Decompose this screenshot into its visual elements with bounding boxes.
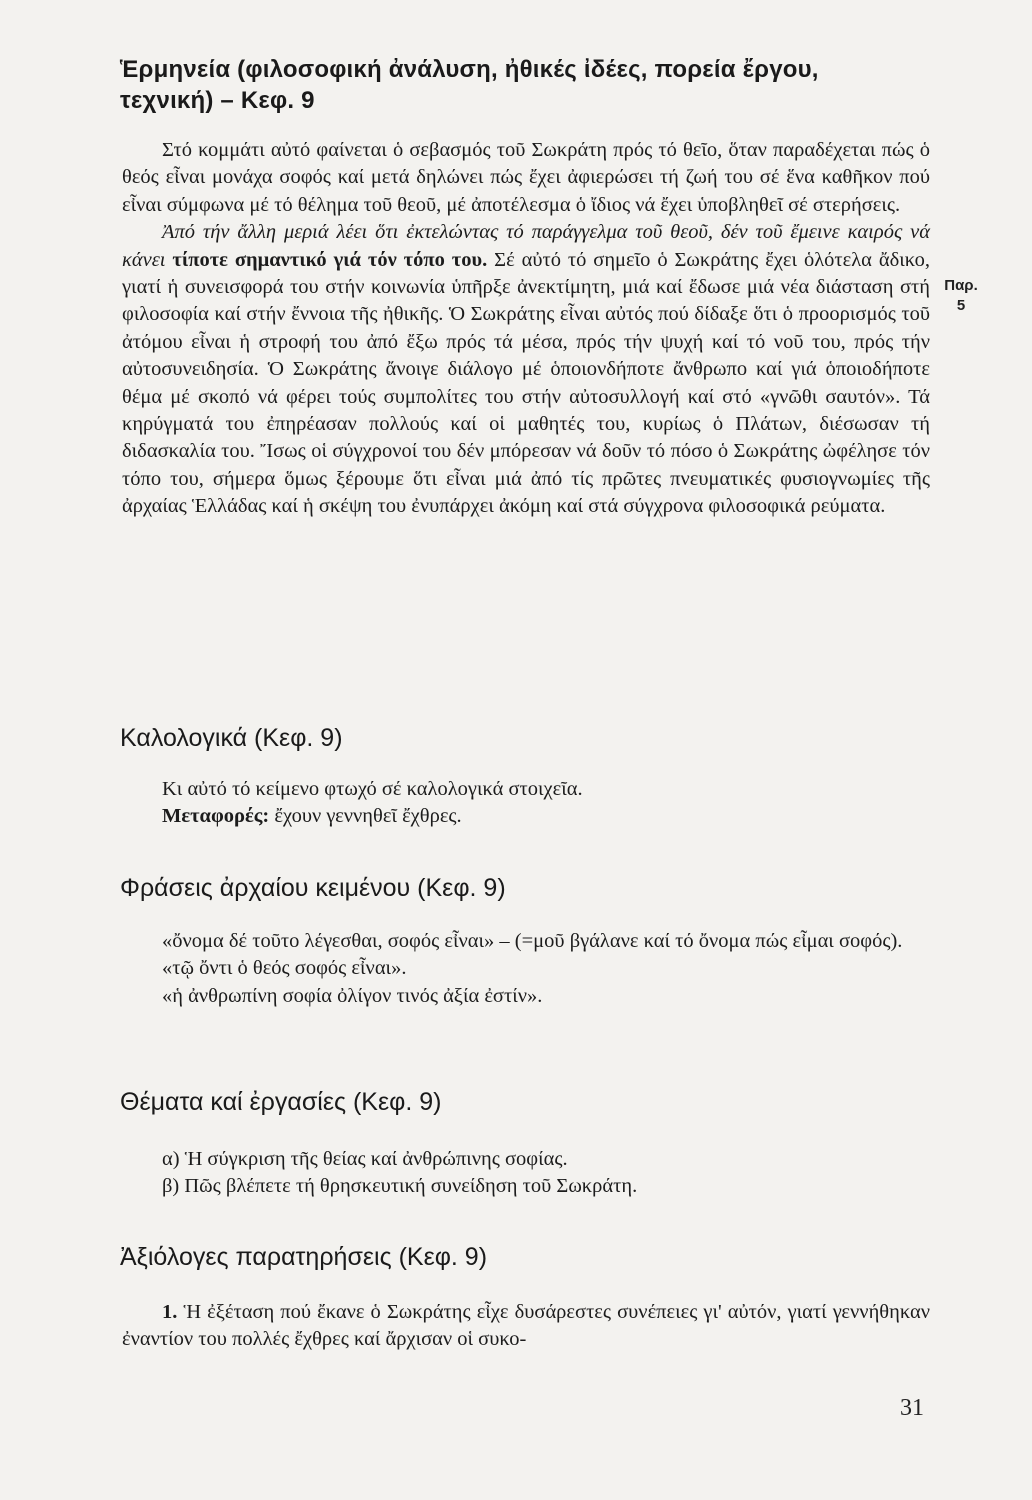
margin-label: Παρ. xyxy=(944,277,978,294)
phrases-text xyxy=(122,928,930,1010)
remark-text: Ἡ ἐξέταση πού ἔκανε ὁ Σωκράτης εἶχε δυσάρεστες συνέπειες γι' αὐτόν, γιατί γεννήθηκαν ἐναντίον του πολλές ἔχθρες καί ἄρχισαν οἱ συκο- xyxy=(122,1301,930,1351)
heading-line-2: τεχνική) – Κεφ. 9 xyxy=(120,87,315,114)
section-heading-interpretation xyxy=(120,54,920,116)
remarks-text xyxy=(122,1299,930,1354)
margin-number: 5 xyxy=(956,297,966,314)
metaphors-label: Μεταφορές: xyxy=(162,805,270,828)
kalologika-text xyxy=(122,776,930,831)
paragraph-2 xyxy=(122,219,930,520)
phrase-3: «ἡ ἀνθρωπίνη σοφία ὀλίγον τινός ἀξία ἐστίν». xyxy=(162,984,543,1007)
paragraph-1: Στό κομμάτι αὐτό φαίνεται ὁ σεβασμός τοῦ Σωκράτη πρός τό θεῖο, ὅταν παραδέχεται πώς ὁ θεός εἶναι μονάχα σοφός καί μετά δηλώνει πώς ἔχει ἀφιερώσει τή ζωή του σέ ἕνα καθῆκον πού εἶναι σύμφωνα μέ τό θέλημα τοῦ θεοῦ, μέ ἀποτέλεσμα ὁ ἴδιος νά ἔχει ὑποβληθεῖ σέ στερήσεις. xyxy=(122,139,930,216)
section-heading-remarks: Ἀξιόλογες παρατηρήσεις (Κεφ. 9) xyxy=(120,1243,488,1271)
phrase-1: «ὄνομα δέ τοῦτο λέγεσθαι, σοφός εἶναι» – (=μοῦ βγάλανε καί τό ὄνομα πώς εἶμαι σοφός). xyxy=(162,930,903,952)
paragraph-2-rest: Σέ αὐτό τό σημεῖο ὁ Σωκράτης ἔχει ὁλότελα ἄδικο, γιατί ἡ συνεισφορά του στήν κοινωνία ὑπῆρξε ἀνεκτίμητη, μιά καί ἔδωσε μιά νέα διάσταση στή φιλοσοφία καί στήν ἔννοια τῆς ἠθικῆς. Ὁ Σωκράτης εἶναι αὐτός πού δίδαξε ὅτι ὁ προορισμός τοῦ ἀτόμου εἶναι ἡ στροφή του ἀπό ἔξω πρός τά μέσα, πρός τήν ψυχή καί τό νοῦ του, πρός τήν αὐτοσυνειδησία. Ὁ Σωκράτης ἄνοιγε διάλογο μέ ὁποιονδήποτε ἄνθρωπο καί γιά ὁποιοδήποτε θέμα μέ σκοπό νά φέρει τούς συμπολίτες του στήν αὐτοσυλλογή καί στό «γνῶθι σαυτόν». Τά κηρύγματά του ἐπηρέασαν πολλούς καί οἱ μαθητές του, κυρίως ὁ Πλάτων, διέσωσαν τή διδασκαλία του. Ἴσως οἱ σύγχρονοί του δέν μπόρεσαν νά δοῦν τό πόσο ὁ Σωκράτης ὠφέλησε τόν τόπο του, σήμερα ὅμως ξέρουμε ὅτι εἶναι μιά ἀπό τίς πρῶτες πνευματικές φυσιογνωμίες τῆς ἀρχαίας Ἑλλάδας καί ἡ σκέψη του ἐνυπάρχει ἀκόμη καί στά σύγχρονα φιλοσοφικά ρεύματα. xyxy=(122,248,931,518)
section-heading-topics: Θέματα καί ἐργασίες (Κεφ. 9) xyxy=(120,1088,442,1116)
bold-phrase: τίποτε σημαντικό γιά τόν τόπο του. xyxy=(172,248,488,271)
kalologika-line: Κι αὐτό τό κείμενο φτωχό σέ καλολογικά στοιχεῖα. xyxy=(162,778,583,800)
margin-reference xyxy=(941,276,981,316)
section-heading-kalologika: Καλολογικά (Κεφ. 9) xyxy=(120,724,343,752)
interpretation-text xyxy=(122,137,930,521)
heading-line-1: Ἑρμηνεία (φιλοσοφική ἀνάλυση, ἠθικές ἰδέες, πορεία ἔργου, xyxy=(120,56,819,83)
phrase-2: «τῷ ὄντι ὁ θεός σοφός εἶναι». xyxy=(162,957,407,980)
section-heading-phrases: Φράσεις ἀρχαίου κειμένου (Κεφ. 9) xyxy=(120,874,506,902)
topics-text xyxy=(122,1146,930,1201)
metaphors-line xyxy=(122,803,930,830)
topic-b: β) Πῶς βλέπετε τή θρησκευτική συνείδηση τοῦ Σωκράτη. xyxy=(162,1175,638,1198)
remark-1 xyxy=(122,1299,930,1354)
remark-number: 1. xyxy=(162,1301,178,1323)
italic-quote: Ἀπό τήν ἄλλη μεριά λέει ὅτι ἐκτελώντας τό παράγγελμα τοῦ θεοῦ, δέν τοῦ ἔμεινε καιρός νά κάνει xyxy=(122,221,930,271)
topic-a: α) Ἡ σύγκριση τῆς θείας καί ἀνθρώπινης σοφίας. xyxy=(162,1148,568,1170)
page-number: 31 xyxy=(900,1395,924,1421)
metaphors-value: ἔχουν γεννηθεῖ ἔχθρες. xyxy=(274,805,462,828)
